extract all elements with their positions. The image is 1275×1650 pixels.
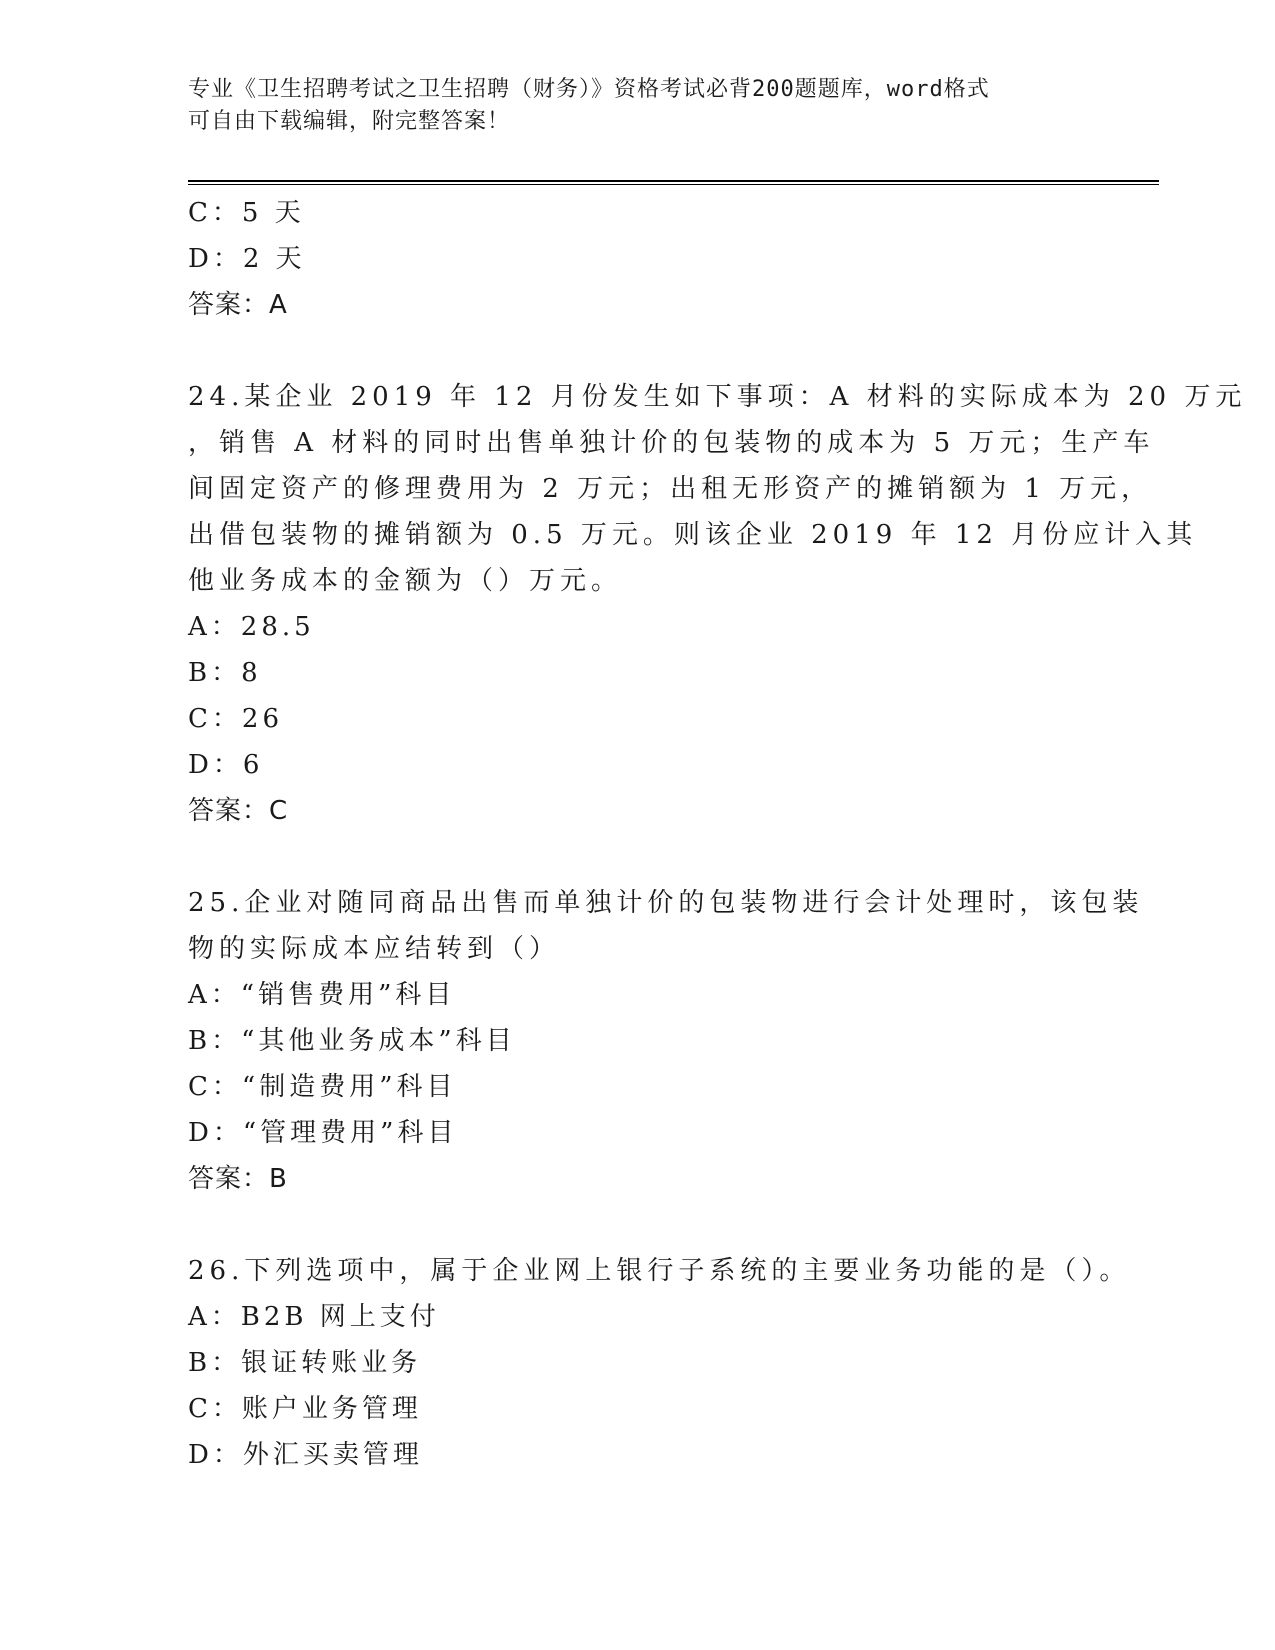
answer-line: 答案：A [188, 290, 288, 320]
question-line: 物的实际成本应结转到（） [188, 934, 561, 964]
option-label: D： [188, 1118, 243, 1148]
option-d [188, 742, 1088, 788]
question-text [188, 374, 1247, 604]
question-line: 25.企业对随同商品出售而单独计价的包装物进行会计处理时，该包装 [188, 888, 1144, 918]
option-text: 账户业务管理 [241, 1394, 422, 1424]
answer-line: 答案：B [188, 1164, 288, 1194]
option-d [188, 1432, 1088, 1478]
option-text: 26 [241, 704, 283, 734]
option-c [188, 1064, 1088, 1110]
option-text: 5 天 [241, 198, 305, 228]
option-text: 28.5 [240, 612, 315, 642]
option-label: D： [188, 244, 243, 274]
previous-question [188, 190, 1088, 328]
option-label: A： [188, 980, 241, 1010]
option-label: B： [188, 1348, 242, 1378]
question-24 [188, 374, 1247, 834]
spacer [188, 834, 1088, 880]
option-text: 2 天 [242, 244, 306, 274]
option-text: 银证转账业务 [241, 1348, 422, 1378]
option-c [188, 696, 1088, 742]
option-text: “销售费用”科目 [240, 980, 456, 1010]
question-line: 他业务成本的金额为（）万元。 [188, 566, 623, 596]
option-a [188, 972, 1088, 1018]
option-b [188, 1018, 1088, 1064]
header-line-1: 专业《卫生招聘考试之卫生招聘（财务）》资格考试必背200题题库，word格式 [188, 77, 990, 102]
option-b [188, 1340, 1088, 1386]
option-c [188, 1386, 1088, 1432]
option-label: A： [188, 612, 241, 642]
answer-line: 答案：C [188, 796, 289, 826]
option-text: B2B 网上支付 [240, 1302, 440, 1332]
document-header [188, 74, 1088, 138]
document-body [188, 190, 1247, 1478]
question-25 [188, 880, 1144, 1202]
question-26 [188, 1248, 1131, 1478]
option-label: C： [188, 198, 242, 228]
option-label: C： [188, 704, 242, 734]
option-a [188, 604, 1088, 650]
option-label: C： [188, 1072, 242, 1102]
option-d [188, 1110, 1088, 1156]
option-label: B： [188, 1026, 242, 1056]
option-text: 外汇买卖管理 [242, 1440, 423, 1470]
option-label: B： [188, 658, 242, 688]
question-line: ，销售 A 材料的同时出售单独计价的包装物的成本为 5 万元；生产车 [188, 428, 1155, 458]
header-divider-thick [188, 180, 1159, 182]
option-a [188, 1294, 1088, 1340]
option-c [188, 190, 1088, 236]
option-label: D： [188, 750, 243, 780]
option-text: “制造费用”科目 [241, 1072, 457, 1102]
question-line: 间固定资产的修理费用为 2 万元；出租无形资产的摊销额为 1 万元， [188, 474, 1153, 504]
spacer [188, 328, 1088, 374]
option-label: A： [188, 1302, 241, 1332]
option-label: D： [188, 1440, 243, 1470]
option-d [188, 236, 1088, 282]
option-text: “管理费用”科目 [242, 1118, 458, 1148]
option-text: 6 [242, 750, 264, 780]
question-text [188, 880, 1144, 972]
option-text: 8 [241, 658, 262, 688]
header-divider-thin [188, 184, 1159, 185]
spacer [188, 1202, 1088, 1248]
question-text [188, 1248, 1131, 1294]
question-line: 24.某企业 2019 年 12 月份发生如下事项：A 材料的实际成本为 20 万元 [188, 382, 1247, 412]
question-line: 出借包装物的摊销额为 0.5 万元。则该企业 2019 年 12 月份应计入其 [188, 520, 1198, 550]
option-text: “其他业务成本”科目 [241, 1026, 516, 1056]
option-b [188, 650, 1088, 696]
option-label: C： [188, 1394, 242, 1424]
header-line-2: 可自由下载编辑，附完整答案！ [188, 109, 511, 134]
question-line: 26.下列选项中，属于企业网上银行子系统的主要业务功能的是（）。 [188, 1256, 1131, 1286]
